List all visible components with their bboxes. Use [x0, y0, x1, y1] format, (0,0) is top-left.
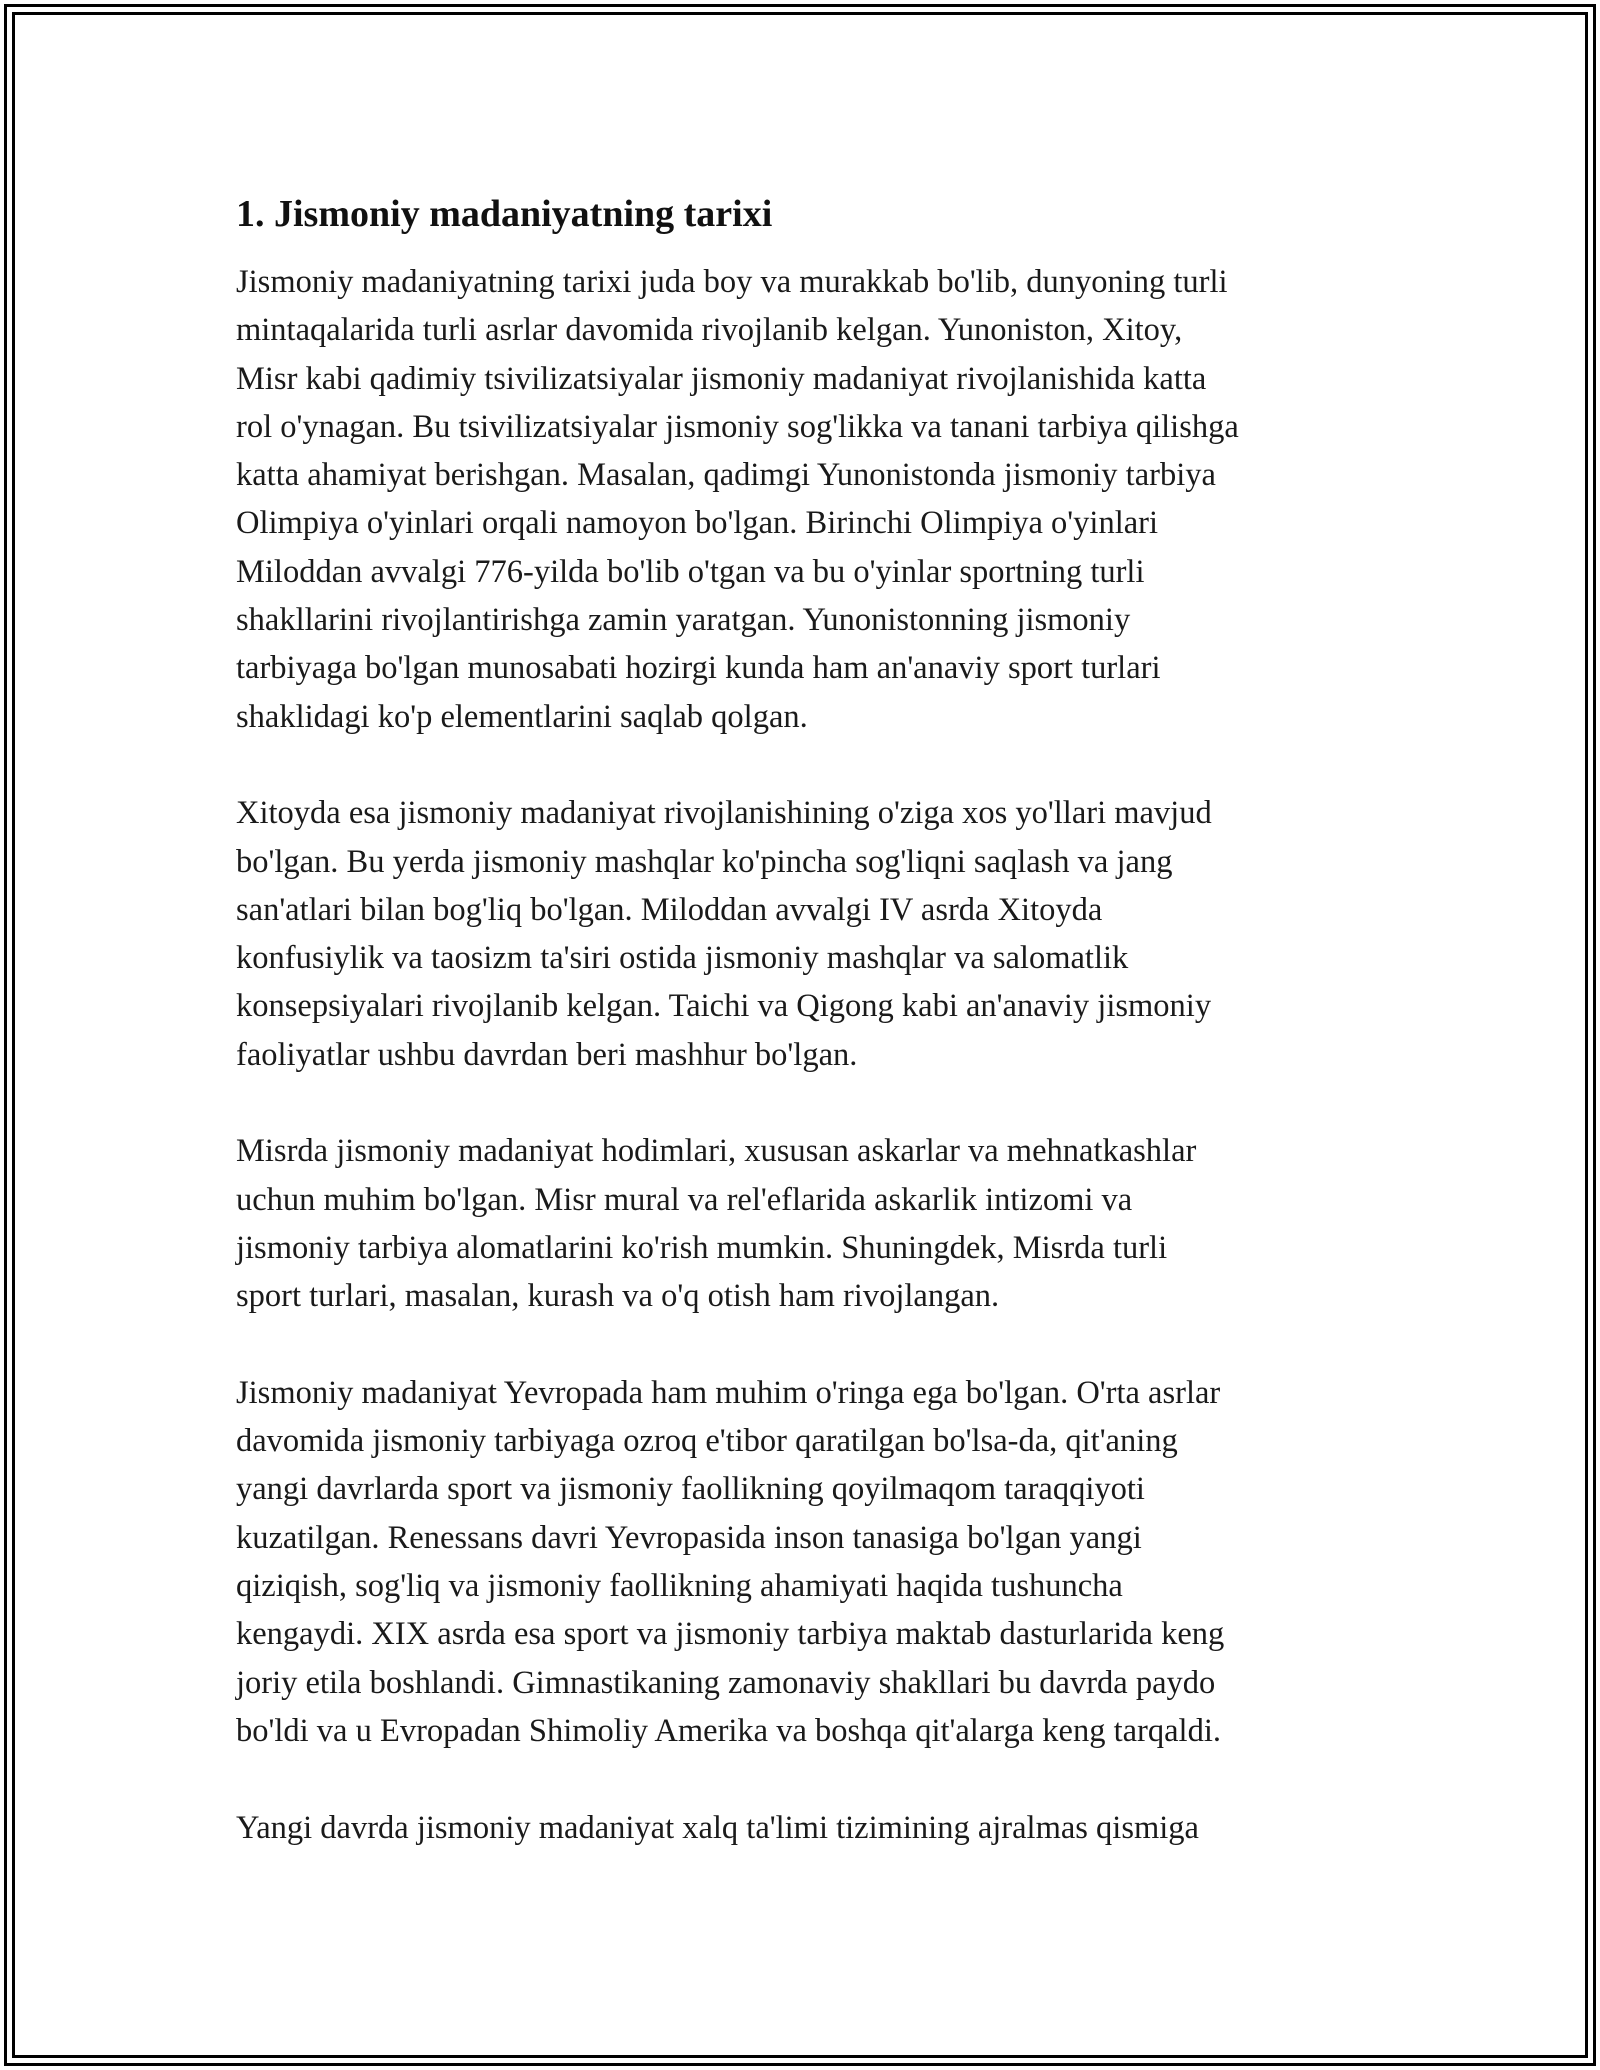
text-line: kengaydi. XIX asrda esa sport va jismoniy tarbiya maktab dasturlarida keng — [236, 1616, 1225, 1653]
text-line: mintaqalarida turli asrlar davomida rivojlanib kelgan. Yunoniston, Xitoy, — [236, 312, 1183, 349]
text-line: yangi davrlarda sport va jismoniy faollikning qoyilmaqom taraqqiyoti — [236, 1471, 1145, 1508]
text-line: bo'ldi va u Evropadan Shimoliy Amerika va boshqa qit'alarga keng tarqaldi. — [236, 1712, 1221, 1749]
paragraph-4 — [236, 1369, 1376, 1755]
text-line: Yangi davrda jismoniy madaniyat xalq ta'limi tizimining ajralmas qismiga — [236, 1809, 1199, 1846]
section-heading: 1. Jismoniy madaniyatning tarixi — [236, 193, 773, 235]
text-line: Jismoniy madaniyat Yevropada ham muhim o'ringa ega bo'lgan. O'rta asrlar — [236, 1374, 1221, 1411]
paragraph-3 — [236, 1127, 1376, 1320]
text-line: tarbiyaga bo'lgan munosabati hozirgi kunda ham an'anaviy sport turlari — [236, 650, 1161, 687]
paragraph-5 — [236, 1804, 1376, 1852]
text-line: shaklidagi ko'p elementlarini saqlab qolgan. — [236, 698, 808, 735]
text-line: Xitoyda esa jismoniy madaniyat rivojlanishining o'ziga xos yo'llari mavjud — [236, 795, 1212, 832]
text-line: davomida jismoniy tarbiyaga ozroq e'tibor qaratilgan bo'lsa-da, qit'aning — [236, 1423, 1178, 1460]
text-line: konfusiylik va taosizm ta'siri ostida jismoniy mashqlar va salomatlik — [236, 940, 1129, 977]
text-line: Olimpiya o'yinlari orqali namoyon bo'lgan. Birinchi Olimpiya o'yinlari — [236, 505, 1158, 542]
text-line: Misr kabi qadimiy tsivilizatsiyalar jismoniy madaniyat rivojlanishida katta — [236, 360, 1207, 397]
text-line: kuzatilgan. Renessans davri Yevropasida inson tanasiga bo'lgan yangi — [236, 1519, 1142, 1556]
document-body — [236, 186, 1376, 1900]
text-line: san'atlari bilan bog'liq bo'lgan. Miloddan avvalgi IV asrda Xitoyda — [236, 891, 1103, 928]
text-line: sport turlari, masalan, kurash va o'q otish ham rivojlangan. — [236, 1278, 1000, 1315]
text-line: joriy etila boshlandi. Gimnastikaning zamonaviy shakllari bu davrda paydo — [236, 1664, 1216, 1701]
text-line: shakllarini rivojlantirishga zamin yaratgan. Yunonistonning jismoniy — [236, 602, 1131, 639]
paragraph-1 — [236, 258, 1376, 741]
text-line: Misrda jismoniy madaniyat hodimlari, xususan askarlar va mehnatkashlar — [236, 1133, 1197, 1170]
text-line: jismoniy tarbiya alomatlarini ko'rish mumkin. Shuningdek, Misrda turli — [236, 1229, 1168, 1266]
text-line: uchun muhim bo'lgan. Misr mural va rel'eflarida askarlik intizomi va — [236, 1181, 1133, 1218]
text-line: konsepsiyalari rivojlanib kelgan. Taichi va Qigong kabi an'anaviy jismoniy — [236, 988, 1212, 1025]
text-line: qiziqish, sog'liq va jismoniy faollikning ahamiyati haqida tushuncha — [236, 1568, 1123, 1605]
text-line: rol o'ynagan. Bu tsivilizatsiyalar jismoniy sog'likka va tanani tarbiya qilishga — [236, 408, 1239, 445]
paragraph-2 — [236, 789, 1376, 1079]
text-line: Miloddan avvalgi 776-yilda bo'lib o'tgan va bu o'yinlar sportning turli — [236, 553, 1145, 590]
text-line: faoliyatlar ushbu davrdan beri mashhur bo'lgan. — [236, 1036, 858, 1073]
text-line: Jismoniy madaniyatning tarixi juda boy va murakkab bo'lib, dunyoning turli — [236, 264, 1228, 300]
text-line: katta ahamiyat berishgan. Masalan, qadimgi Yunonistonda jismoniy tarbiya — [236, 457, 1216, 494]
text-line: bo'lgan. Bu yerda jismoniy mashqlar ko'pincha sog'liqni saqlash va jang — [236, 843, 1173, 880]
